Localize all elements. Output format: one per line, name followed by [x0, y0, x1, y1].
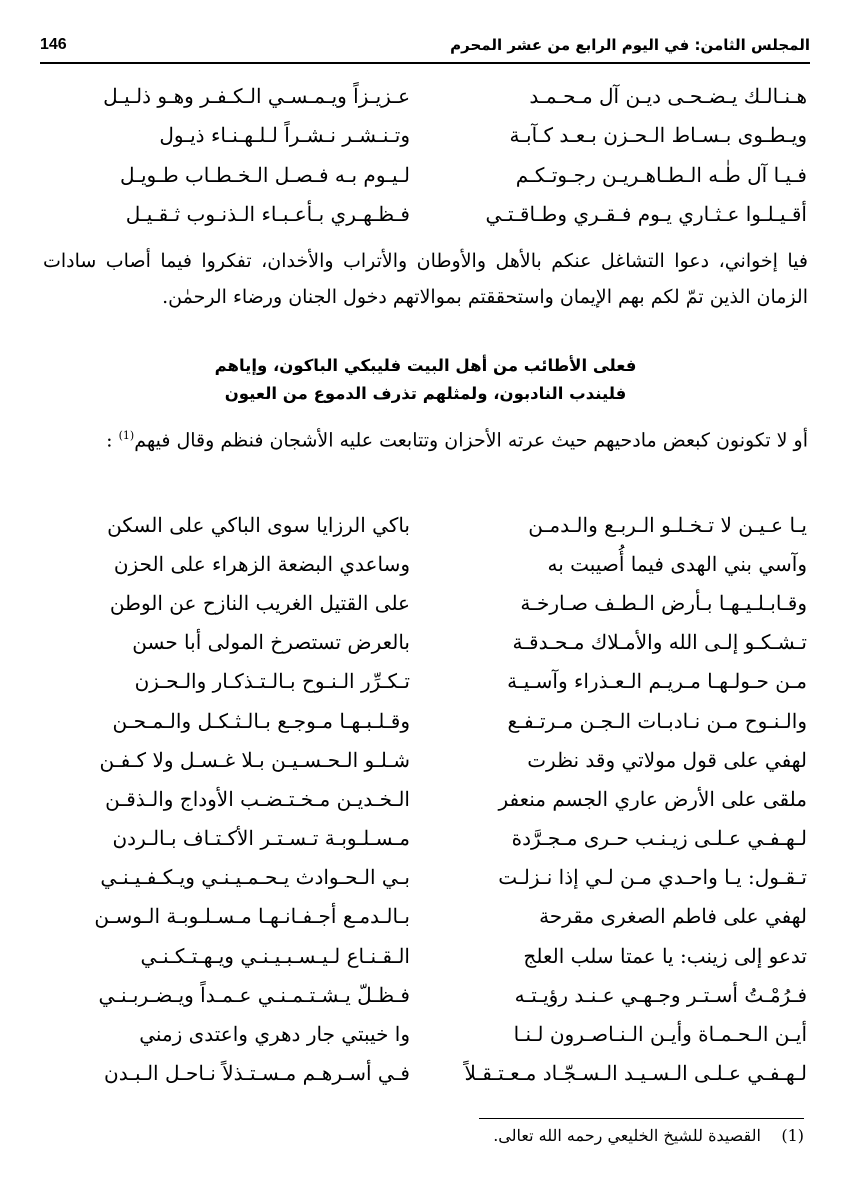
hemistich-second: فـظـلّ يـشـتـمـنـي عـمـداً ويـضـربـنـي — [98, 982, 410, 1007]
page-header — [40, 30, 810, 62]
couplet — [45, 623, 807, 662]
hemistich-second: على القتيل الغريب النازح عن الوطن — [109, 590, 410, 615]
hemistich-second: بالعرض تستصرخ المولى أبا حسن — [132, 630, 410, 655]
hemistich-first: يـا عـيـن لا تـخـلـو الـربـع والـدمـن — [528, 512, 807, 537]
footnote-divider — [479, 1118, 804, 1119]
couplet — [45, 936, 807, 975]
hemistich-second: وساعدي البضعة الزهراء على الحزن — [113, 551, 410, 576]
couplet — [45, 819, 807, 858]
hemistich-second: بـالـدمـع أجـفـانـهـا مـسـلـوبـة الـوسـن — [94, 904, 410, 929]
couplet — [45, 544, 807, 583]
footnote-ref: (1) — [118, 429, 135, 442]
hemistich-first: تدعو إلى زينب: يا عمتا سلب العلج — [523, 943, 807, 968]
verse-center-line-1: فعلى الأطائب من أهل البيت فليبكي الباكون، وإياهم — [214, 356, 637, 375]
hemistich-first: ملقى على الأرض عاري الجسم منعفر — [498, 786, 807, 811]
hemistich-first: لهفي على فاطم الصغرى مقرحة — [539, 904, 807, 929]
hemistich-second: وقـلـبـهـا مـوجـع بـالـثـكـل والـمـحـن — [112, 708, 410, 733]
hemistich-second: عـزيـزاً ويـمـسـي الـكـفـر وهـو ذلـيـل — [103, 83, 410, 108]
hemistich-first: ويـطـوى بـسـاط الـحـزن بـعـد كـآبـة — [509, 123, 807, 148]
footnote-marker: (1) — [781, 1126, 804, 1145]
hemistich-first: والـنـوح مـن نـادبـات الـجـن مـرتـفـع — [507, 708, 807, 733]
hemistich-first: مـن حـولـهـا مـريـم الـعـذراء وآسـيـة — [507, 669, 807, 694]
hemistich-first: هـنـالـك يـضـحـى ديـن آل مـحـمـد — [529, 83, 807, 108]
couplet — [45, 858, 807, 897]
footnote-text: القصيدة للشيخ الخليعي رحمه الله تعالى. — [493, 1126, 761, 1145]
couplet — [45, 701, 807, 740]
hemistich-second: مـسـلـوبـة تـسـتـر الأكـتـاف بـالـردن — [112, 826, 410, 851]
hemistich-first: فـيـا آل طٰـه الـطـاهـريـن رجـوتـكـم — [515, 162, 807, 187]
couplet — [45, 1014, 807, 1053]
hemistich-first: أيـن الـحـمـاة وأيـن الـنـاصـرون لـنـا — [513, 1022, 807, 1047]
couplet — [45, 155, 807, 195]
hemistich-second: فـي أسـرهـم مـسـتـذلاً نـاحـل الـبـدن — [104, 1061, 410, 1086]
header-divider — [40, 62, 810, 64]
couplet — [45, 116, 807, 156]
hemistich-first: لـهـفـي عـلـى زيـنـب حـرى مـجـرَّدة — [511, 826, 807, 851]
paragraph-1 — [43, 243, 808, 315]
paragraph-2 — [43, 418, 808, 458]
couplet — [45, 1054, 807, 1093]
couplet — [45, 975, 807, 1014]
couplet — [45, 897, 807, 936]
hemistich-second: باكي الرزايا سوى الباكي على السكن — [107, 512, 410, 537]
couplet — [45, 76, 807, 116]
hemistich-second: الـخـديـن مـخـتـضـب الأوداج والـذقـن — [105, 786, 410, 811]
hemistich-second: شـلـو الـحـسـيـن بـلا غـسـل ولا كـفـن — [99, 747, 410, 772]
couplet — [45, 505, 807, 544]
hemistich-first: تـشـكـو إلـى الله والأمـلاك مـحـدقـة — [512, 630, 807, 655]
hemistich-second: وتـنـشـر نـشـراً لـلـهـنـاء ذيـول — [159, 123, 410, 148]
hemistich-first: لـهـفـي عـلـى الـسـيـد الـسـجّـاد مـعـتـقـلاً — [464, 1061, 807, 1086]
paragraph-2-colon: : — [106, 429, 113, 452]
hemistich-second: وا خيبتي جار دهري واعتدى زمني — [139, 1022, 410, 1047]
couplet — [45, 740, 807, 779]
couplet — [45, 779, 807, 818]
hemistich-second: تـكـرِّر الـنـوح بـالـتـذكـار والـحـزن — [134, 669, 410, 694]
footnote — [204, 1126, 804, 1145]
hemistich-first: وآسي بني الهدى فيما أُصيبت به — [547, 551, 807, 576]
couplet — [45, 583, 807, 622]
hemistich-second: بـي الـحـوادث يـحـمـيـنـي ويـكـفـيـنـي — [100, 865, 410, 890]
couplet — [45, 195, 807, 235]
chapter-title: المجلس الثامن: في اليوم الرابع من عشر المحرم — [450, 36, 810, 54]
hemistich-first: لهفي على قول مولاتي وقد نظرت — [527, 747, 807, 772]
hemistich-second: الـقـنـاع لـيـسـبـيـنـي ويـهـتـكـنـي — [140, 943, 410, 968]
paragraph-2-text: أو لا تكونون كبعض مادحيهم حيث عرته الأحزان وتتابعت عليه الأشجان فنظم وقال فيهم — [134, 429, 808, 452]
hemistich-second: لـيـوم بـه فـصـل الـخـطـاب طـويـل — [119, 162, 410, 187]
couplet — [45, 662, 807, 701]
page-number: 146 — [40, 36, 67, 53]
hemistich-first: أقـيـلـوا عـثـاري يـوم فـقـري وطـاقـتـي — [485, 202, 807, 227]
poem-block-2 — [45, 505, 807, 1093]
verse-center-line-2: فليندب النادبون، ولمثلهم تذرف الدموع من العيون — [224, 384, 627, 403]
poem-block-1 — [45, 76, 807, 234]
hemistich-first: تـقـول: يـا واحـدي مـن لـي إذا نـزلـت — [498, 865, 807, 890]
hemistich-first: وقـابـلـيـهـا بـأرض الـطـف صـارخـة — [520, 590, 807, 615]
hemistich-first: فـرُمْـتُ أسـتـر وجـهـي عـنـد رؤيـتـه — [514, 982, 807, 1007]
paragraph-1-text: فيا إخواني، دعوا التشاغل عنكم بالأهل والأوطان والأتراب والأخدان، تفكروا فيما أصاب سادات الزمان الذين تمّ لكم بهم الإيمان واستحققتم بموالاتهم دخول الجنان ورضاء الرحمٰن. — [43, 250, 808, 308]
hemistich-second: فـظـهـري بـأعـبـاء الـذنـوب ثـقـيـل — [125, 202, 410, 227]
verse-center-block — [43, 352, 808, 408]
